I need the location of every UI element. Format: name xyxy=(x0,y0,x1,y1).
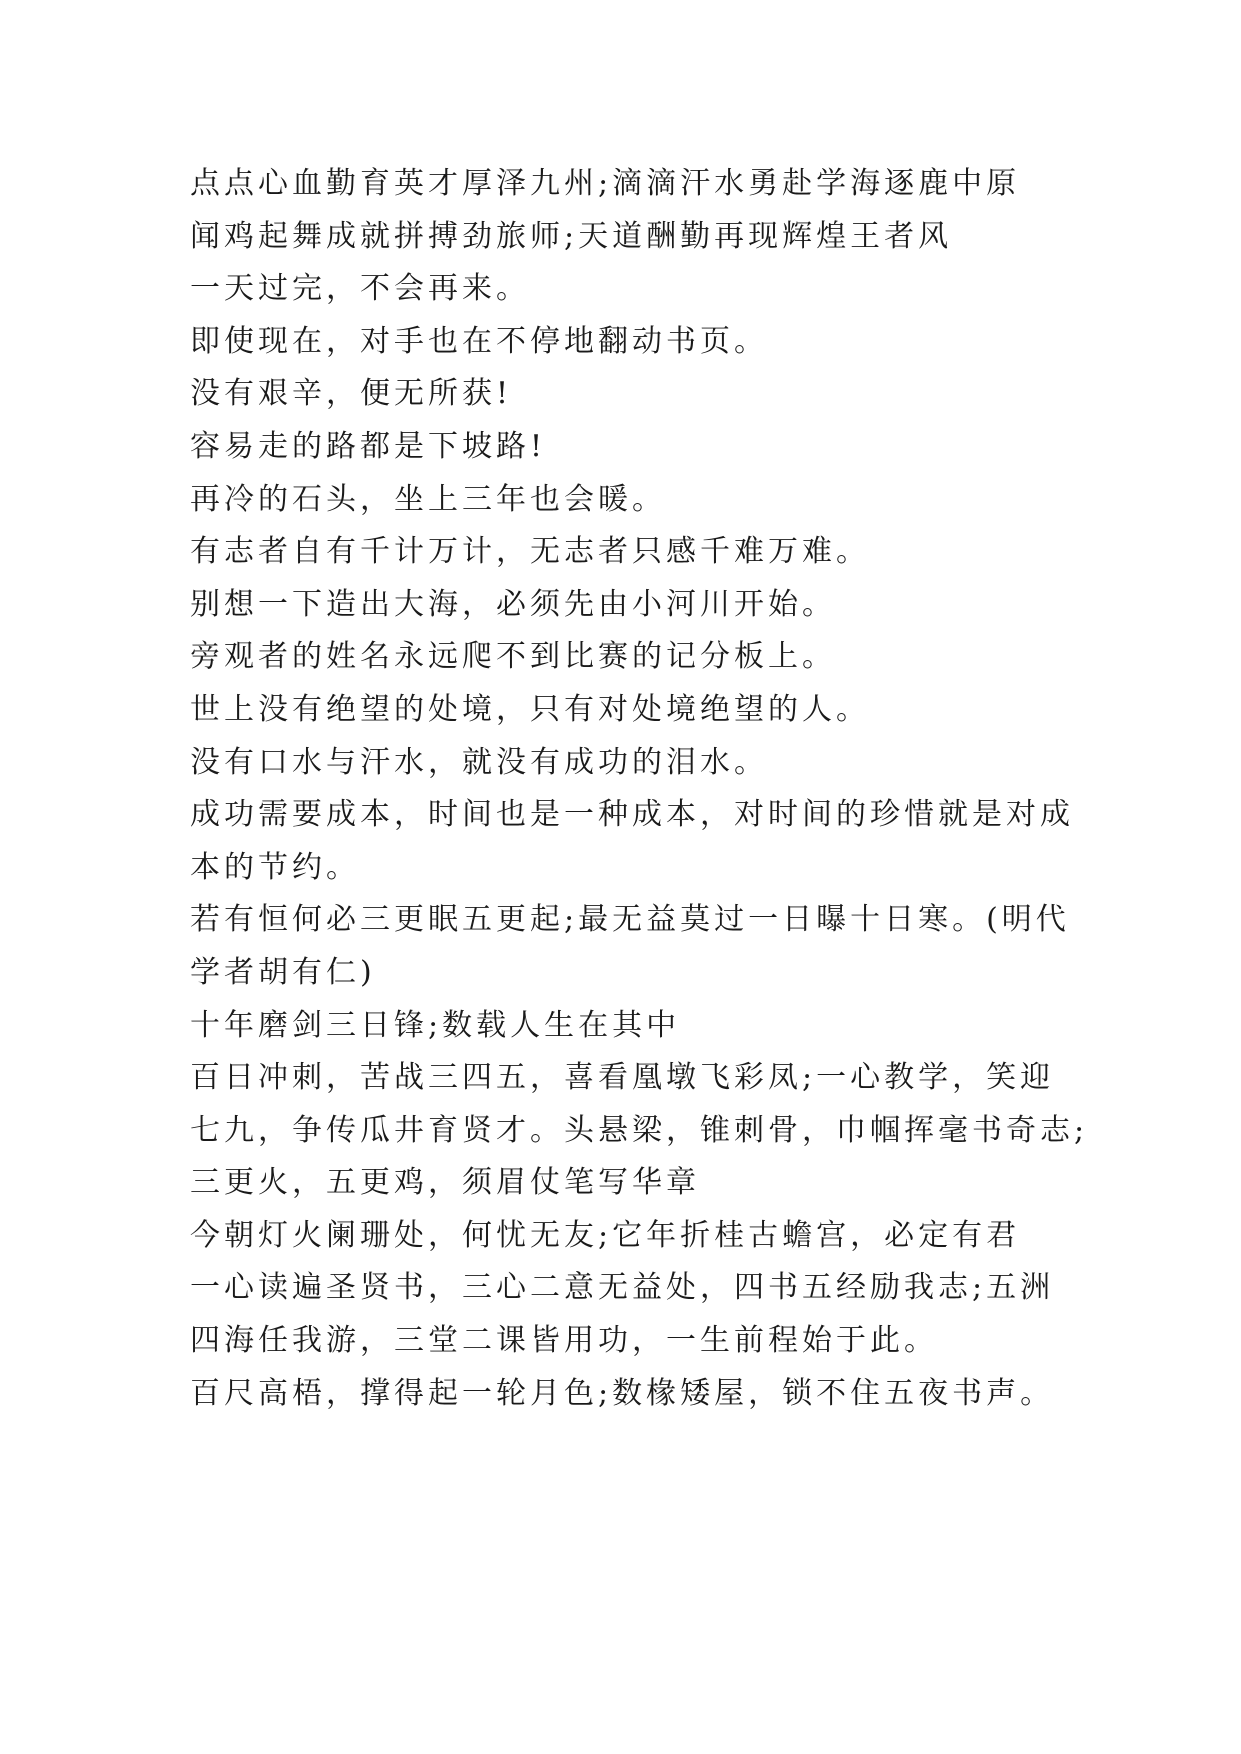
text-line: 没有口水与汗水，就没有成功的泪水。 xyxy=(190,744,768,780)
text-line: 没有艰辛，便无所获! xyxy=(190,376,513,412)
text-line: 世上没有绝望的处境，只有对处境绝望的人。 xyxy=(190,691,870,727)
text-line: 再冷的石头，坐上三年也会暖。 xyxy=(190,481,666,517)
text-line: 一心读遍圣贤书，三心二意无益处，四书五经励我志;五洲 xyxy=(190,1270,1055,1306)
text-line: 十年磨剑三日锋;数载人生在其中 xyxy=(190,1007,681,1043)
text-line: 今朝灯火阑珊处，何忧无友;它年折桂古蟾宫，必定有君 xyxy=(190,1217,1021,1253)
text-line: 三更火，五更鸡，须眉仗笔写华章 xyxy=(190,1165,700,1201)
text-line: 一天过完，不会再来。 xyxy=(190,271,530,307)
text-line: 有志者自有千计万计，无志者只感千难万难。 xyxy=(190,534,870,570)
text-line: 点点心血勤育英才厚泽九州;滴滴汗水勇赴学海逐鹿中原 xyxy=(190,166,1021,201)
text-line: 即使现在，对手也在不停地翻动书页。 xyxy=(190,323,768,359)
text-line: 本的节约。 xyxy=(190,849,360,885)
text-line: 别想一下造出大海，必须先由小河川开始。 xyxy=(190,586,836,622)
document-body xyxy=(190,158,1089,1420)
text-line: 成功需要成本，时间也是一种成本，对时间的珍惜就是对成 xyxy=(190,797,1074,833)
text-line: 若有恒何必三更眠五更起;最无益莫过一日曝十日寒。(明代 xyxy=(190,902,1070,938)
text-line: 百日冲刺，苦战三四五，喜看凰墩飞彩凤;一心教学，笑迎 xyxy=(190,1060,1055,1096)
text-line: 学者胡有仁) xyxy=(190,954,376,990)
text-line: 闻鸡起舞成就拼搏劲旅师;天道酬勤再现辉煌王者风 xyxy=(190,218,953,254)
text-line: 四海任我游，三堂二课皆用功，一生前程始于此。 xyxy=(190,1323,938,1359)
text-line: 七九，争传瓜井育贤才。头悬梁，锥刺骨，巾帼挥毫书奇志; xyxy=(190,1112,1089,1148)
text-line: 百尺高梧，撑得起一轮月色;数椽矮屋，锁不住五夜书声。 xyxy=(190,1375,1055,1411)
text-line: 旁观者的姓名永远爬不到比赛的记分板上。 xyxy=(190,639,836,675)
text-line: 容易走的路都是下坡路! xyxy=(190,428,547,464)
